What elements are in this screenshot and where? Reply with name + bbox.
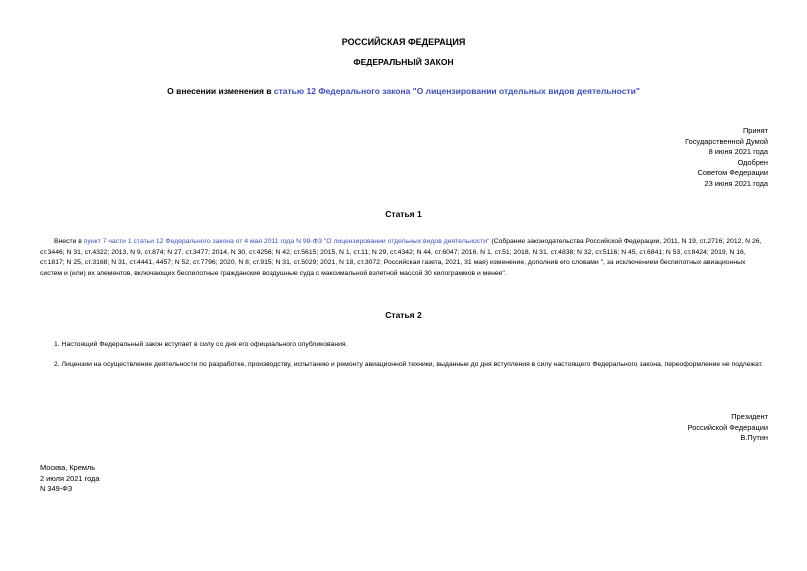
law-number: N 349-ФЗ: [40, 484, 73, 494]
signature-line: Российской Федерации: [687, 422, 768, 432]
article-1-text: [40, 237, 769, 279]
adoption-line: Советом Федерации: [697, 168, 768, 178]
article-1-suffix: (Собрание законодательства Российской Федерации, 2011, N 19, ст.2716; 2012, N 26, ст.3446; N 31, ст.4322; 2013, N 9, ст.874; N 27, ст.3477; 2014, N 30, ст.4256; N 42, ст.5615; 2015, N 1, ст.11; N 29, ст.4342; N 44, ст.6047; 2016, N 1, ст.51; 2018, N 31, ст.4838; N 32, ст.5116; N 45, ст.6841; N 53, ст.8424; 2019, N 16, ст.1817; N 25, ст.3168; N 31, ст.4441, 4457; N 52, ст.7796; 2020, N 8, ст.915; N 31, ст.5029; 2021, N 18, ст.3072; Российская газета, 2021, 31 мая) изменение, дополнив его словами ", за исключением беспилотных авиационных систем и (или) их элементов, включающих беспилотные гражданские воздушные суда с максимальной взлетной массой 30 килограммов и менее".: [40, 238, 762, 277]
article-2-paragraph-2: [40, 360, 769, 371]
article-2-p2-text: 2. Лицензии на осуществление деятельности по разработке, производству, испытанию и ремонту авиационной техники, выданные до дня вступления в силу настоящего Федерального закона, переоформление не подлежат.: [54, 361, 763, 368]
article-2-heading: Статья 2: [385, 310, 422, 320]
law-title: [0, 86, 807, 96]
adoption-line: Одобрен: [737, 157, 768, 167]
law-type-heading: ФЕДЕРАЛЬНЫЙ ЗАКОН: [353, 57, 454, 67]
article-1-heading: Статья 1: [385, 209, 422, 219]
federation-heading: РОССИЙСКАЯ ФЕДЕРАЦИЯ: [341, 37, 466, 47]
law-title-link[interactable]: статью 12 Федерального закона "О лицензировании отдельных видов деятельности": [273, 86, 640, 96]
article-1-prefix: Внести в: [54, 238, 84, 245]
article-1-law-link[interactable]: пункт 7 части 1 статьи 12 Федерального закона от 4 мая 2011 года N 99-ФЗ "О лицензировании отдельных видов деятельности": [83, 238, 490, 245]
article-2-paragraph-1: [40, 340, 769, 351]
adoption-line: Принят: [742, 126, 768, 135]
adoption-line: 23 июня 2021 года: [704, 178, 768, 188]
adoption-line: 8 июня 2021 года: [708, 147, 768, 157]
signature-line: Президент: [731, 412, 768, 421]
place-date: 2 июля 2021 года: [40, 473, 100, 483]
adoption-block: [568, 126, 768, 190]
signature-name: В.Путин: [740, 433, 768, 443]
article-2-p1-text: 1. Настоящий Федеральный закон вступает в силу со дня его официального опубликования.: [54, 341, 348, 348]
place-city: Москва, Кремль: [40, 463, 96, 472]
signature-block: [568, 412, 768, 444]
place-date-block: [40, 463, 99, 495]
adoption-line: Государственной Думой: [685, 136, 768, 146]
law-title-prefix: О внесении изменения в: [167, 86, 274, 96]
